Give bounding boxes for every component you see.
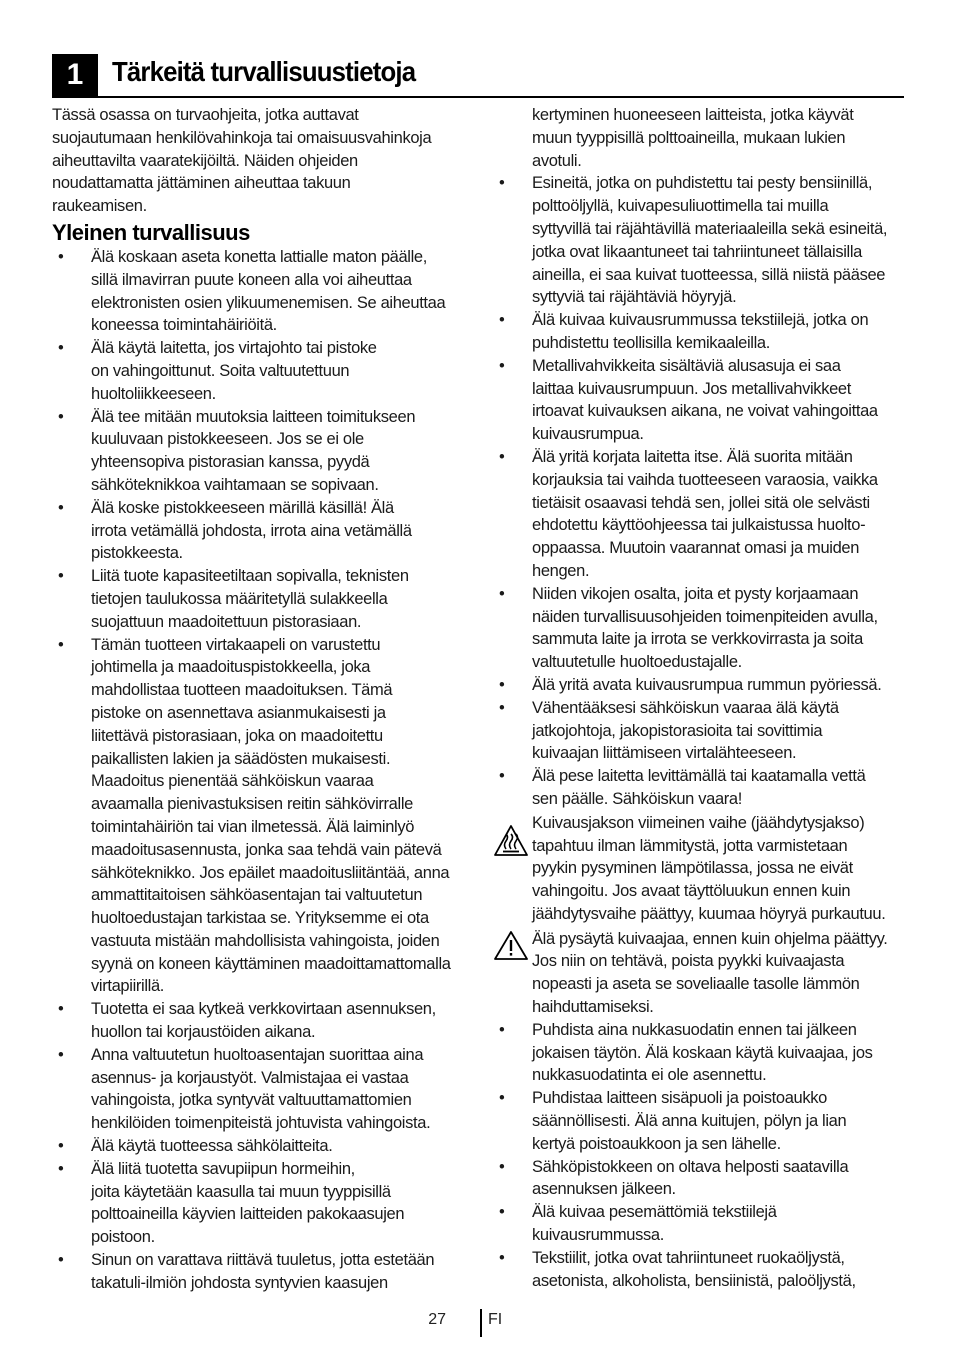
list-item-line: säännöllisesti. Älä anna kuitujen, pölyn ja lian [532,1112,847,1131]
list-item-line: vahingoista, jotka syntyvät valtuuttamattomien [91,1091,412,1110]
right-column [493,104,909,1292]
list-item-line: Älä kuivaa pesemättömiä tekstiilejä [532,1203,777,1222]
section-subheading: Yleinen turvallisuus [52,219,250,245]
list-item [493,172,909,309]
list-item-line: kertyä poistoaukkoon ja sen lähelle. [532,1134,781,1153]
list-item-line: Älä yritä korjata laitetta itse. Älä suorita mitään [532,447,853,466]
list-item-line: elektronisten osien ylikuumenemisen. Se aiheuttaa [91,293,446,312]
list-item-line: yhteensopiva pistorasian kanssa, pyydä [91,453,370,472]
warning-line: Jos niin on tehtävä, poista pyykki kuivaajasta [532,952,845,971]
list-item-line: oppaassa. Muutoin vaarannat omasi ja muiden [532,539,860,558]
list-item-line: Niiden vikojen osalta, joita et pysty korjaamaan [532,584,859,603]
list-item-line: kuivausrummussa. [532,1226,664,1245]
bullet-marker: • [58,1159,64,1178]
warning-line: nopeasti ja aseta se soveliaalle tasolle lämmön [532,975,860,994]
right-bullet-list-b [493,1019,909,1293]
list-item-line: tietäisit osaavasi tehdä sen, jollei sitä ole selvästi [532,493,870,512]
bullet-marker: • [499,1089,505,1108]
list-item-line: huollon tai korjaustöiden aikana. [91,1023,316,1042]
list-item-line: jokaisen täytön. Älä koskaan käytä kuivaajaa, jos [532,1043,873,1062]
bullet-marker: • [499,1020,505,1039]
list-item [493,583,909,674]
list-item-line: polttoaineilla käyvien laitteiden pakokaasujen [91,1205,405,1224]
page-number: 27 [428,1311,446,1328]
list-item-line: syttyviä tai räjähtäviä höyryjä. [532,288,737,307]
list-item [493,1201,909,1247]
list-item-line: sen päälle. Sähköiskun vaara! [532,789,742,808]
footer-separator [480,1309,482,1337]
left-column [52,104,468,1295]
list-item-line: huoltoedustajan tarkistaa se. Yrityksemme ei ota [91,909,429,928]
list-item-line: liitettävä pistorasiaan, joka on maadoitettu [91,726,383,745]
bullet-marker: • [499,767,505,786]
list-item-line: johtimella ja maadoituspistokkeella, joka [91,658,371,677]
list-item-line: polttoöljyllä, kuivapesuliuottimella tai muilla [532,197,829,216]
list-item-line: koneessa toimintahäiriöitä. [91,316,277,335]
list-item-line: Esineitä, jotka on puhdistettu tai pesty bensiinillä, [532,174,873,193]
right-bullet-list-a [493,172,909,810]
list-item-line: Sähköpistokkeen on oltava helposti saatavilla [532,1157,849,1176]
bullet-marker: • [58,1045,64,1064]
list-item-line: nukkasuodatinta ei ole asennettu. [532,1066,767,1085]
list-item-line: huoltoliikkeeseen. [91,384,216,403]
list-item-line: ehdotettu käyttöohjeessa tai julkaistussa huolto- [532,516,866,535]
bullet-marker: • [58,498,64,517]
list-item-line: syttyvillä tai räjähtävillä materiaaleilla sekä esineitä, [532,219,888,238]
list-item [493,1019,909,1087]
list-item-line: vastuuta mistään mahdollisista vahingoista, joiden [91,931,440,950]
caution-triangle-icon [493,930,529,962]
list-item-line: näiden turvallisuusohjeiden toimenpiteiden avulla, [532,607,878,626]
intro-line: suojautumaan henkilövahinkoja tai omaisuusvahinkoja [52,128,432,147]
bullet-marker: • [499,675,505,694]
bullet-marker: • [58,339,64,358]
list-item [52,497,468,565]
list-item-line: asetonista, alkoholista, bensiinistä, paloöljystä, [532,1271,856,1290]
list-item-line: syynä on koneen käyttäminen maadoittamattomalla [91,954,451,973]
list-item-line: Älä yritä avata kuivausrumpua rummun pyöriessä. [532,675,882,694]
list-item [52,1158,468,1249]
bullet-marker: • [499,311,505,330]
list-item-line: jatkojohtoja, jakopistorasioita tai sovittimia [532,721,823,740]
list-item-line: kuuluvaan pistokkeeseen. Jos se ei ole [91,430,364,449]
list-item-line: irtoavat kuivauksen aikana, ne voivat vahingoittaa [532,402,878,421]
left-bullet-list [52,246,468,1295]
warning-line: jäähdytysvaihe päättyy, kuumaa höyryä purkautuu. [532,904,886,923]
warning-line: tapahtuu ilman lämmitystä, jotta varmistetaan [532,836,848,855]
warning-line: Kuivausjakson viimeinen vaihe (jäähdytysjakso) [532,813,865,832]
list-item-line: on vahingoittunut. Soita valtuutettuun [91,361,350,380]
list-item-line: korjauksia tai vaihda tuotteeseen varaosia, vaikka [532,470,878,489]
list-item-line: Puhdista aina nukkasuodatin ennen tai jälkeen [532,1020,857,1039]
list-item [52,565,468,633]
list-item [52,998,468,1044]
list-item [52,337,468,405]
list-item-line: Vähentääksesi sähköiskun vaaraa älä käytä [532,698,839,717]
list-item-line: Älä koske pistokkeeseen märillä käsillä! Älä [91,498,394,517]
hot-steam-warning [493,812,909,926]
list-item-line: Metallivahvikkeita sisältäviä alusasuja ei saa [532,356,841,375]
bullet-marker: • [58,1000,64,1019]
list-item-line: joita käytetään kaasulla tai muun tyyppisillä [91,1182,391,1201]
list-item-line: mahdollistaa tuotteen maadoituksen. Tämä [91,681,393,700]
list-item-line: asennuksen jälkeen. [532,1180,676,1199]
list-item-line: jotka ovat likaantuneet tai tahriintuneet tällaisilla [532,242,862,261]
list-item-line: pistokkeesta. [91,544,183,563]
list-item-line: Älä liitä tuotetta savupiipun hormeihin, [91,1159,355,1178]
continued-paragraph [493,104,909,172]
list-item-line: Tuotetta ei saa kytkeä verkkovirtaan asennuksen, [91,1000,436,1019]
warning-line: pyykin pysyminen lämpötilassa, jossa ne eivät [532,859,853,878]
list-item-line: takatuli-ilmiön johdosta syntyvien kaasujen [91,1273,388,1292]
list-item-line: laittaa kuivausrumpuun. Jos metallivahvikkeet [532,379,851,398]
bullet-marker: • [58,247,64,266]
list-item-line: virtapiirillä. [91,977,165,996]
bullet-marker: • [499,1157,505,1176]
bullet-marker: • [58,407,64,426]
list-item-line: Älä käytä tuotteessa sähkölaitteita. [91,1137,333,1156]
list-item-line: Älä käytä laitetta, jos virtajohto tai pistoke [91,339,377,358]
list-item [493,1087,909,1155]
list-item-line: Puhdistaa laitteen sisäpuoli ja poistoaukko [532,1089,827,1108]
list-item-line: ammattitaitoisen sähköasentajan tai valtuutetun [91,886,423,905]
paragraph-line: muun tyyppisillä polttoaineilla, mukaan lukien [532,128,846,147]
list-item-line: tietojen taulukossa määritetyllä sulakkeella [91,589,388,608]
list-item-line: Älä pese laitetta levittämällä tai kaatamalla vettä [532,767,866,786]
list-item-line: kuivausrumpua. [532,425,644,444]
list-item-line: Liitä tuote kapasiteetiltaan sopivalla, teknisten [91,567,409,586]
list-item-line: Maadoitus pienentää sähköiskun vaaraa [91,772,374,791]
bullet-marker: • [499,356,505,375]
bullet-marker: • [499,1248,505,1267]
list-item [493,697,909,765]
list-item [493,1247,909,1293]
bullet-marker: • [58,567,64,586]
list-item-line: Älä tee mitään muutoksia laitteen toimitukseen [91,407,416,426]
bullet-marker: • [499,447,505,466]
bullet-marker: • [499,584,505,603]
list-item-line: henkilöiden toimenpiteistä johtuvista vahingoista. [91,1114,431,1133]
list-item [493,765,909,811]
header-rule [52,96,904,98]
list-item-line: Sinun on varattava riittävä tuuletus, jotta estetään [91,1251,435,1270]
list-item [52,1249,468,1295]
intro-line: aiheuttavilta vaaratekijöiltä. Näiden ohjeiden [52,151,358,170]
chapter-title: Tärkeitä turvallisuustietoja [112,56,416,87]
hot-surface-warning-icon [493,824,529,858]
list-item-line: maadoitusasennusta, jonka saa tehdä vain pätevä [91,840,442,859]
bullet-marker: • [58,635,64,654]
list-item [493,309,909,355]
list-item-line: Tekstiilit, jotka ovat tahriintuneet ruokaöljystä, [532,1248,845,1267]
list-item-line: valtuutetulle huoltoedustajalle. [532,653,742,672]
list-item-line: Tämän tuotteen virtakaapeli on varustettu [91,635,381,654]
bullet-marker: • [499,174,505,193]
bullet-marker: • [58,1251,64,1270]
paragraph-line: kertyminen huoneeseen laitteista, jotka käyvät [532,106,854,124]
list-item-line: avaamalla pienivastuksisen reitin sähkövirralle [91,795,413,814]
intro-line: raukeamisen. [52,197,147,216]
caution-warning [493,928,909,1019]
list-item [493,1156,909,1202]
list-item-line: sillä ilmavirran puute koneen alla voi aiheuttaa [91,270,412,289]
language-code: FI [488,1311,503,1328]
list-item-line: sammuta laite ja irrota se verkkovirrasta ja soita [532,630,863,649]
bullet-marker: • [499,698,505,717]
list-item-line: puhdistettu teollisilla kemikaaleilla. [532,333,770,352]
list-item-line: aineilla, ei saa kuivat tuotteessa, sillä niistä pääsee [532,265,886,284]
chapter-header [52,52,904,98]
list-item-line: Anna valtuutetun huoltoasentajan suorittaa aina [91,1045,424,1064]
list-item [493,674,909,697]
list-item-line: Älä koskaan aseta konetta lattialle maton päälle, [91,247,427,266]
list-item [52,246,468,337]
list-item-line: hengen. [532,561,590,580]
paragraph-line: avotuli. [532,151,582,170]
warning-line: Älä pysäytä kuivaajaa, ennen kuin ohjelma päättyy. [532,929,888,948]
list-item [493,355,909,446]
bullet-marker: • [58,1137,64,1156]
list-item [493,446,909,583]
list-item-line: Älä kuivaa kuivausrummussa tekstiilejä, jotka on [532,311,869,330]
list-item-line: paikallisten lakien ja säädösten mukaisesti. [91,749,391,768]
warning-line: vahingoitu. Jos avaat täyttöluukun ennen kuin [532,882,851,901]
list-item-line: suojattuun maadoitettuun pistorasiaan. [91,612,362,631]
list-item [52,406,468,497]
list-item-line: toimintahäiriön tai vian ilmetessä. Älä laiminlyö [91,817,415,836]
list-item-line: sähköteknikkoa vaihtamaan se sopivaan. [91,475,379,494]
intro-line: noudattamatta jättäminen aiheuttaa takuun [52,174,351,193]
list-item-line: kuivaajan liittämiseen virtalähteeseen. [532,744,797,763]
list-item-line: irrota vetämällä johdosta, irrota aina vetämällä [91,521,412,540]
intro-line: Tässä osassa on turvaohjeita, jotka auttavat [52,106,359,124]
list-item-line: poistoon. [91,1228,155,1247]
warning-line: haihduttamiseksi. [532,998,654,1017]
list-item-line: asennus- ja korjaustyöt. Valmistajaa ei vastaa [91,1068,409,1087]
bullet-marker: • [499,1203,505,1222]
list-item-line: pistoke on asennettava asianmukaisesti ja [91,703,386,722]
list-item [52,1135,468,1158]
list-item [52,1044,468,1135]
intro-paragraph [52,104,468,218]
list-item-line: sähköteknikko. Jos epäilet maadoitusliitäntää, anna [91,863,450,882]
chapter-number-box: 1 [52,54,98,96]
list-item [52,634,468,999]
